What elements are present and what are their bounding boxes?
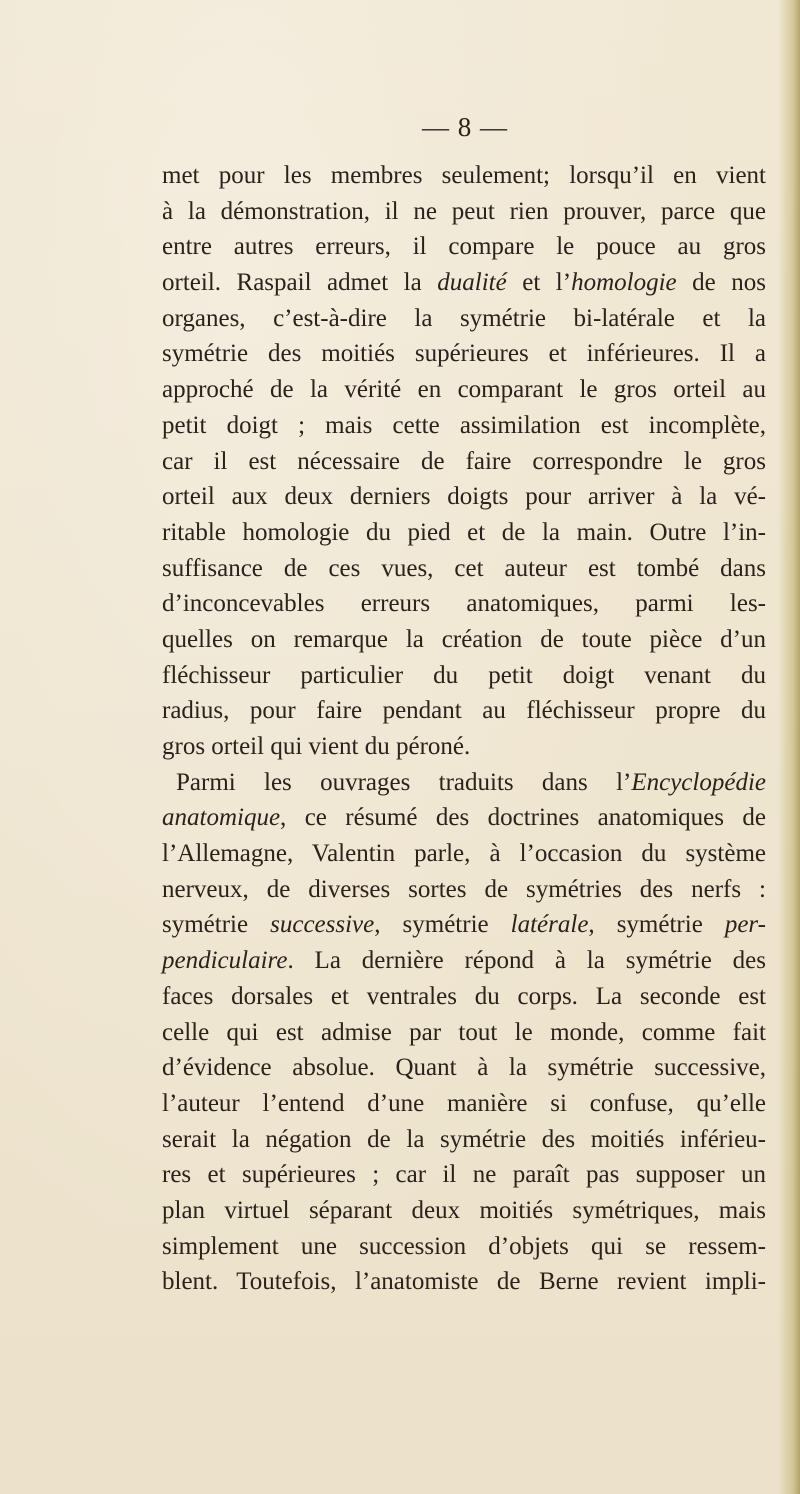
text-line: radius, pour faire pendant au fléchisseur propre du	[162, 697, 766, 725]
text-line: simplement une succession d’objets qui se ressem-	[162, 1232, 766, 1260]
text-line: fléchisseur particulier du petit doigt venant du	[162, 661, 766, 689]
text-line: à la démonstration, il ne peut rien prouver, parce que	[162, 197, 766, 225]
text-line: serait la négation de la symétrie des moitiés inférieu-	[162, 1125, 766, 1153]
text-line: orteil aux deux derniers doigts pour arriver à la vé-	[162, 483, 766, 511]
text-line: Parmi les ouvrages traduits dans l’Encyclopédie	[176, 768, 766, 796]
text-line: celle qui est admise par tout le monde, comme fait	[162, 1018, 766, 1046]
text-line: pendiculaire. La dernière répond à la symétrie des	[162, 947, 766, 975]
text-line: blent. Toutefois, l’anatomiste de Berne revient impli-	[162, 1268, 766, 1296]
page-number: — 8 —	[422, 112, 508, 142]
text-line: entre autres erreurs, il compare le pouce au gros	[162, 233, 766, 261]
text-line: res et supérieures ; car il ne paraît pas supposer un	[162, 1161, 766, 1189]
text-line: d’inconcevables erreurs anatomiques, parmi les-	[162, 590, 766, 618]
text-line: quelles on remarque la création de toute pièce d’un	[162, 625, 766, 653]
body-text	[162, 158, 766, 1300]
text-line: car il est nécessaire de faire correspondre le gros	[162, 447, 766, 475]
text-line: nerveux, de diverses sortes de symétries des nerfs :	[162, 875, 766, 903]
text-line: met pour les membres seulement; lorsqu’il en vient	[162, 162, 766, 189]
text-line: l’auteur l’entend d’une manière si confuse, qu’elle	[162, 1089, 766, 1117]
text-line: approché de la vérité en comparant le gros orteil au	[162, 376, 766, 404]
text-line: plan virtuel séparant deux moitiés symétriques, mais	[162, 1196, 766, 1224]
text-line: anatomique, ce résumé des doctrines anatomiques de	[162, 804, 766, 832]
text-line: l’Allemagne, Valentin parle, à l’occasion du système	[162, 840, 766, 868]
text-line: organes, c’est-à-dire la symétrie bi-latérale et la	[162, 304, 766, 332]
text-line: faces dorsales et ventrales du corps. La seconde est	[162, 982, 766, 1010]
text-line: petit doigt ; mais cette assimilation est incomplète,	[162, 411, 766, 439]
text-line: orteil. Raspail admet la dualité et l’homologie de nos	[162, 269, 766, 297]
text-line: gros orteil qui vient du péroné.	[162, 733, 471, 760]
text-line: symétrie des moitiés supérieures et inférieures. Il a	[162, 340, 766, 368]
text-line: ritable homologie du pied et de la main. Outre l’in-	[162, 518, 766, 546]
text-line: symétrie successive, symétrie latérale, symétrie per-	[162, 911, 766, 939]
text-line: d’évidence absolue. Quant à la symétrie successive,	[162, 1054, 766, 1082]
text-line: suffisance de ces vues, cet auteur est tombé dans	[162, 554, 766, 582]
page-edge	[778, 0, 800, 1494]
